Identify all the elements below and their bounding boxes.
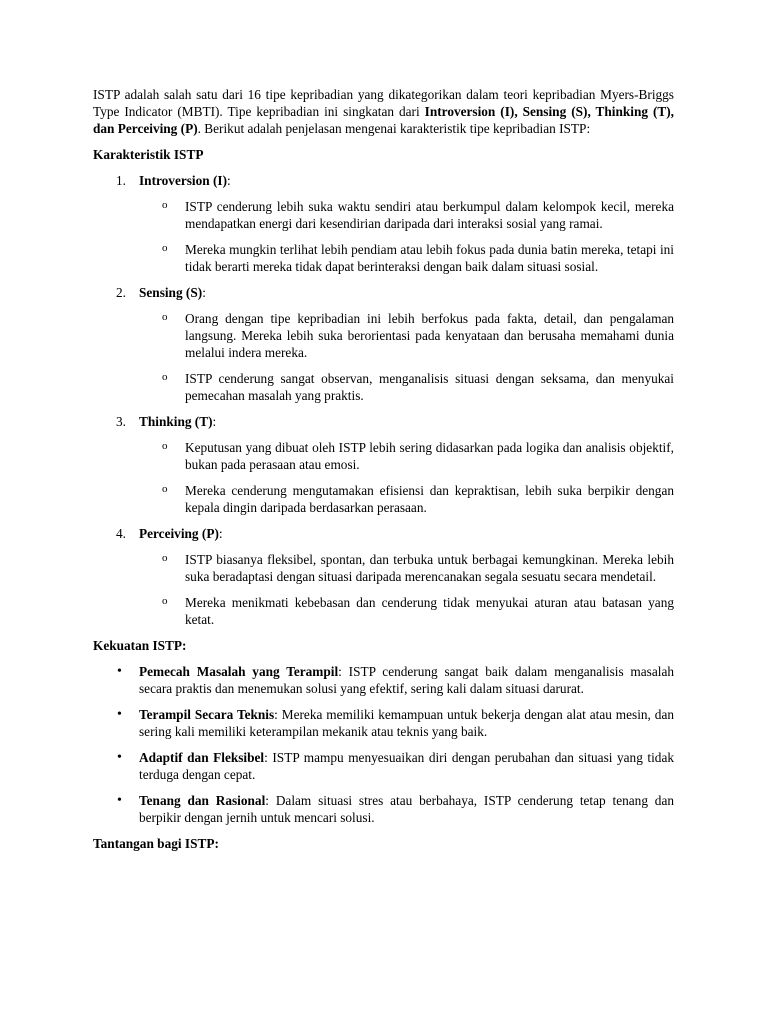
item-suffix: : bbox=[202, 285, 206, 300]
sub-bullet-marker: o bbox=[162, 440, 168, 452]
sub-bullet-marker: o bbox=[162, 552, 168, 564]
sub-item-text: Orang dengan tipe kepribadian ini lebih berfokus pada fakta, detail, dan pengalaman langsung. Mereka lebih suka berorientasi pada kenyataan dan berusaha memahami dunia melalui indera mereka. bbox=[185, 311, 674, 360]
bullet-text: : Mereka memiliki kemampuan untuk bekerja dengan alat atau mesin, dan sering kali memiliki keterampilan mekanik atau teknis yang baik. bbox=[139, 707, 674, 739]
intro-text-end: . Berikut adalah penjelasan mengenai karakteristik tipe kepribadian ISTP: bbox=[197, 121, 591, 136]
sub-list-item bbox=[93, 310, 674, 361]
sub-list-item bbox=[93, 241, 674, 275]
sub-list bbox=[93, 439, 674, 516]
item-number: 4. bbox=[116, 526, 126, 541]
sub-list-item bbox=[93, 198, 674, 232]
sub-list bbox=[93, 310, 674, 404]
sub-list-item bbox=[93, 370, 674, 404]
intro-text: ISTP adalah salah satu dari 16 tipe kepribadian yang dikategorikan dalam teori kepribadian Myers-Briggs Type Indicator (MBTI). Tipe kepribadian ini singkatan dari bbox=[93, 87, 674, 119]
sub-bullet-marker: o bbox=[162, 483, 168, 495]
bullet-text: : Dalam situasi stres atau berbahaya, ISTP cenderung tetap tenang dan berpikir dengan jernih untuk mencari solusi. bbox=[139, 793, 675, 825]
bullet-text: : ISTP cenderung sangat baik dalam menganalisis masalah secara praktis dan menemukan solusi yang efektif, sering kali dalam situasi darurat. bbox=[139, 664, 674, 696]
sub-bullet-marker: o bbox=[162, 595, 168, 607]
bullet-list-item bbox=[93, 706, 674, 740]
item-number: 1. bbox=[116, 173, 126, 188]
sub-item-text: ISTP biasanya fleksibel, spontan, dan terbuka untuk berbagai kemungkinan. Mereka lebih suka beradaptasi dengan situasi daripada merencanakan segala sesuatu secara mendetail. bbox=[185, 552, 674, 584]
sub-list-item bbox=[93, 551, 674, 585]
sub-item-text: ISTP cenderung sangat observan, menganalisis situasi dengan seksama, dan menyukai pemecahan masalah yang praktis. bbox=[185, 371, 674, 403]
numbered-item bbox=[93, 172, 674, 189]
bullet-list-item bbox=[93, 749, 674, 783]
bullet-title: Adaptif dan Fleksibel bbox=[139, 750, 265, 765]
item-suffix: : bbox=[227, 173, 231, 188]
sub-item-text: ISTP cenderung lebih suka waktu sendiri atau berkumpul dalam kelompok kecil, mereka mendapatkan energi dari kesendirian daripada dari interaksi sosial yang ramai. bbox=[185, 199, 674, 231]
bullet-title: Pemecah Masalah yang Terampil bbox=[139, 664, 339, 679]
document-content bbox=[93, 86, 674, 861]
item-title: Sensing (S) bbox=[139, 285, 203, 300]
bullet-list-item bbox=[93, 792, 674, 826]
bullet-text: : ISTP mampu menyesuaikan diri dengan perubahan dan situasi yang tidak terduga dengan cepat. bbox=[139, 750, 674, 782]
item-title: Perceiving (P) bbox=[139, 526, 219, 541]
item-title: Thinking (T) bbox=[139, 414, 213, 429]
intro-paragraph bbox=[93, 86, 674, 137]
sub-item-text: Keputusan yang dibuat oleh ISTP lebih sering didasarkan pada logika dan analisis objektif, bukan pada perasaan atau emosi. bbox=[185, 440, 674, 472]
item-number: 3. bbox=[116, 414, 126, 429]
bullet-marker: • bbox=[117, 664, 122, 679]
bullet-list-item bbox=[93, 663, 674, 697]
sub-bullet-marker: o bbox=[162, 199, 168, 211]
bullet-marker: • bbox=[117, 750, 122, 765]
item-suffix: : bbox=[212, 414, 217, 429]
sub-bullet-marker: o bbox=[162, 311, 168, 323]
numbered-item bbox=[93, 413, 674, 430]
item-number: 2. bbox=[116, 285, 126, 300]
sub-list bbox=[93, 198, 674, 275]
sub-list bbox=[93, 551, 674, 628]
sub-bullet-marker: o bbox=[162, 242, 168, 254]
item-title: Introversion (I) bbox=[139, 173, 228, 188]
heading-kekuatan: Kekuatan ISTP: bbox=[93, 638, 187, 653]
heading-karakteristik: Karakteristik ISTP bbox=[93, 147, 204, 162]
sub-list-item bbox=[93, 439, 674, 473]
numbered-item bbox=[93, 525, 674, 542]
bullet-marker: • bbox=[117, 707, 122, 722]
numbered-item bbox=[93, 284, 674, 301]
heading-tantangan: Tantangan bagi ISTP: bbox=[93, 836, 219, 851]
bullet-marker: • bbox=[117, 793, 122, 808]
intro-bold-text: Introversion (I), Sensing (S), Thinking (T), dan Perceiving (P) bbox=[93, 104, 675, 136]
sub-bullet-marker: o bbox=[162, 371, 168, 383]
sub-item-text: Mereka mungkin terlihat lebih pendiam atau lebih fokus pada dunia batin mereka, tetapi ini tidak berarti mereka tidak dapat berinteraksi dengan baik dalam situasi sosial. bbox=[185, 242, 674, 274]
sub-item-text: Mereka menikmati kebebasan dan cenderung tidak menyukai aturan atau batasan yang ketat. bbox=[185, 595, 674, 627]
item-suffix: : bbox=[218, 526, 223, 541]
sub-list-item bbox=[93, 594, 674, 628]
sub-list-item bbox=[93, 482, 674, 516]
sub-item-text: Mereka cenderung mengutamakan efisiensi dan kepraktisan, lebih suka berpikir dengan kepala dingin daripada berdasarkan perasaan. bbox=[185, 483, 674, 515]
bullet-title: Terampil Secara Teknis bbox=[139, 707, 275, 722]
bullet-title: Tenang dan Rasional bbox=[139, 793, 266, 808]
